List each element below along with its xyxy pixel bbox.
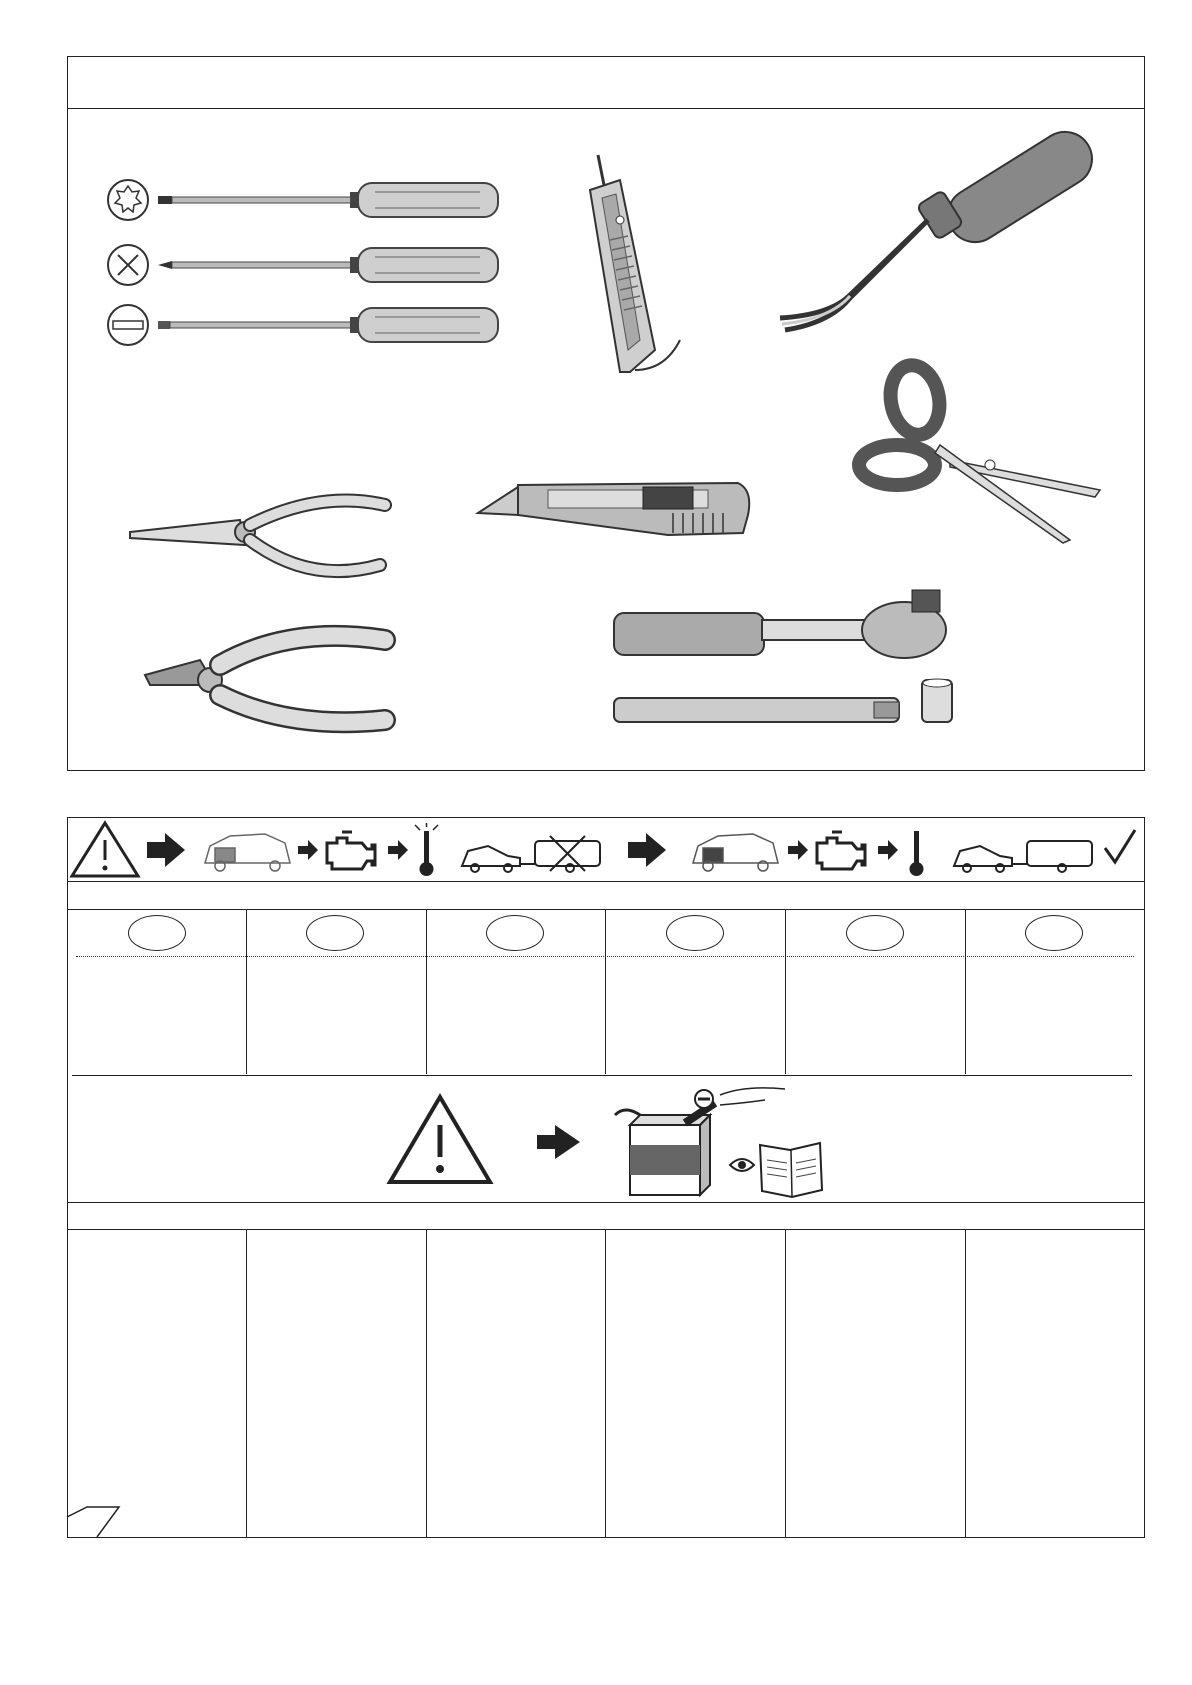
- arrow-icon-small: [878, 840, 898, 860]
- lower-col-divider-1: [246, 1229, 247, 1537]
- header-band-divider: [67, 909, 1145, 910]
- arrow-icon-small: [388, 840, 408, 860]
- column-badge-6: [1025, 915, 1083, 951]
- engine-icon-2: [817, 832, 865, 869]
- utility-knife-illustration: [478, 475, 758, 545]
- screwdrivers-illustration: [100, 170, 510, 350]
- flat-pliers-illustration: [130, 490, 400, 590]
- temperature-hot-icon: [415, 823, 438, 876]
- read-manual-icon: [730, 1143, 822, 1197]
- tools-panel-header-divider: [67, 108, 1145, 109]
- pictogram-strip: [70, 818, 1140, 880]
- car-trailer-ok-icon: [954, 841, 1092, 872]
- column-badge-5: [846, 915, 904, 951]
- pictogram-divider: [67, 881, 1145, 882]
- dotted-separator: [76, 956, 1134, 957]
- warning-triangle-icon-large: [390, 1097, 490, 1182]
- arrow-icon-small: [298, 840, 318, 860]
- col-divider-5: [965, 909, 966, 1074]
- arrow-icon: [147, 833, 185, 867]
- arrow-icon: [628, 833, 666, 867]
- col-divider-3: [605, 909, 606, 1074]
- torx-icon: [108, 180, 148, 220]
- lower-col-divider-5: [965, 1229, 966, 1537]
- col-divider-2: [426, 909, 427, 1074]
- col-divider-4: [785, 909, 786, 1074]
- arrow-icon-small: [788, 840, 808, 860]
- battery-warning-row: [385, 1085, 835, 1200]
- battery-icon: [615, 1103, 715, 1195]
- lower-col-divider-4: [785, 1229, 786, 1537]
- car-front-icon: [205, 834, 290, 871]
- trim-tool-illustration: [770, 120, 1100, 340]
- col-divider-1: [246, 909, 247, 1074]
- phillips-icon: [108, 245, 148, 285]
- lower-col-divider-3: [605, 1229, 606, 1537]
- scissors-illustration: [855, 365, 1105, 545]
- arrow-icon: [537, 1125, 580, 1159]
- side-cutter-illustration: [140, 625, 400, 745]
- flat-icon: [108, 305, 148, 345]
- upper-table-bottom: [72, 1075, 1132, 1076]
- column-badge-4: [666, 915, 724, 951]
- column-badge-1: [128, 915, 186, 951]
- checkmark-icon: [1105, 830, 1135, 862]
- lower-col-divider-2: [426, 1229, 427, 1537]
- ratchet-illustration: [612, 585, 972, 660]
- temperature-normal-icon: [910, 831, 924, 876]
- hand-icon: [720, 1088, 785, 1105]
- car-trailer-crossed-icon: [462, 836, 600, 872]
- column-badge-3: [486, 915, 544, 951]
- extension-socket-illustration: [612, 680, 952, 730]
- engine-icon: [327, 832, 375, 869]
- lower-band-top: [67, 1202, 1145, 1203]
- car-front-icon-2: [693, 834, 778, 871]
- voltage-tester-illustration: [580, 150, 710, 390]
- warning-triangle-icon: [72, 823, 138, 876]
- lower-band-bottom: [67, 1229, 1145, 1230]
- page-corner-mark: [62, 1502, 132, 1542]
- column-badge-2: [306, 915, 364, 951]
